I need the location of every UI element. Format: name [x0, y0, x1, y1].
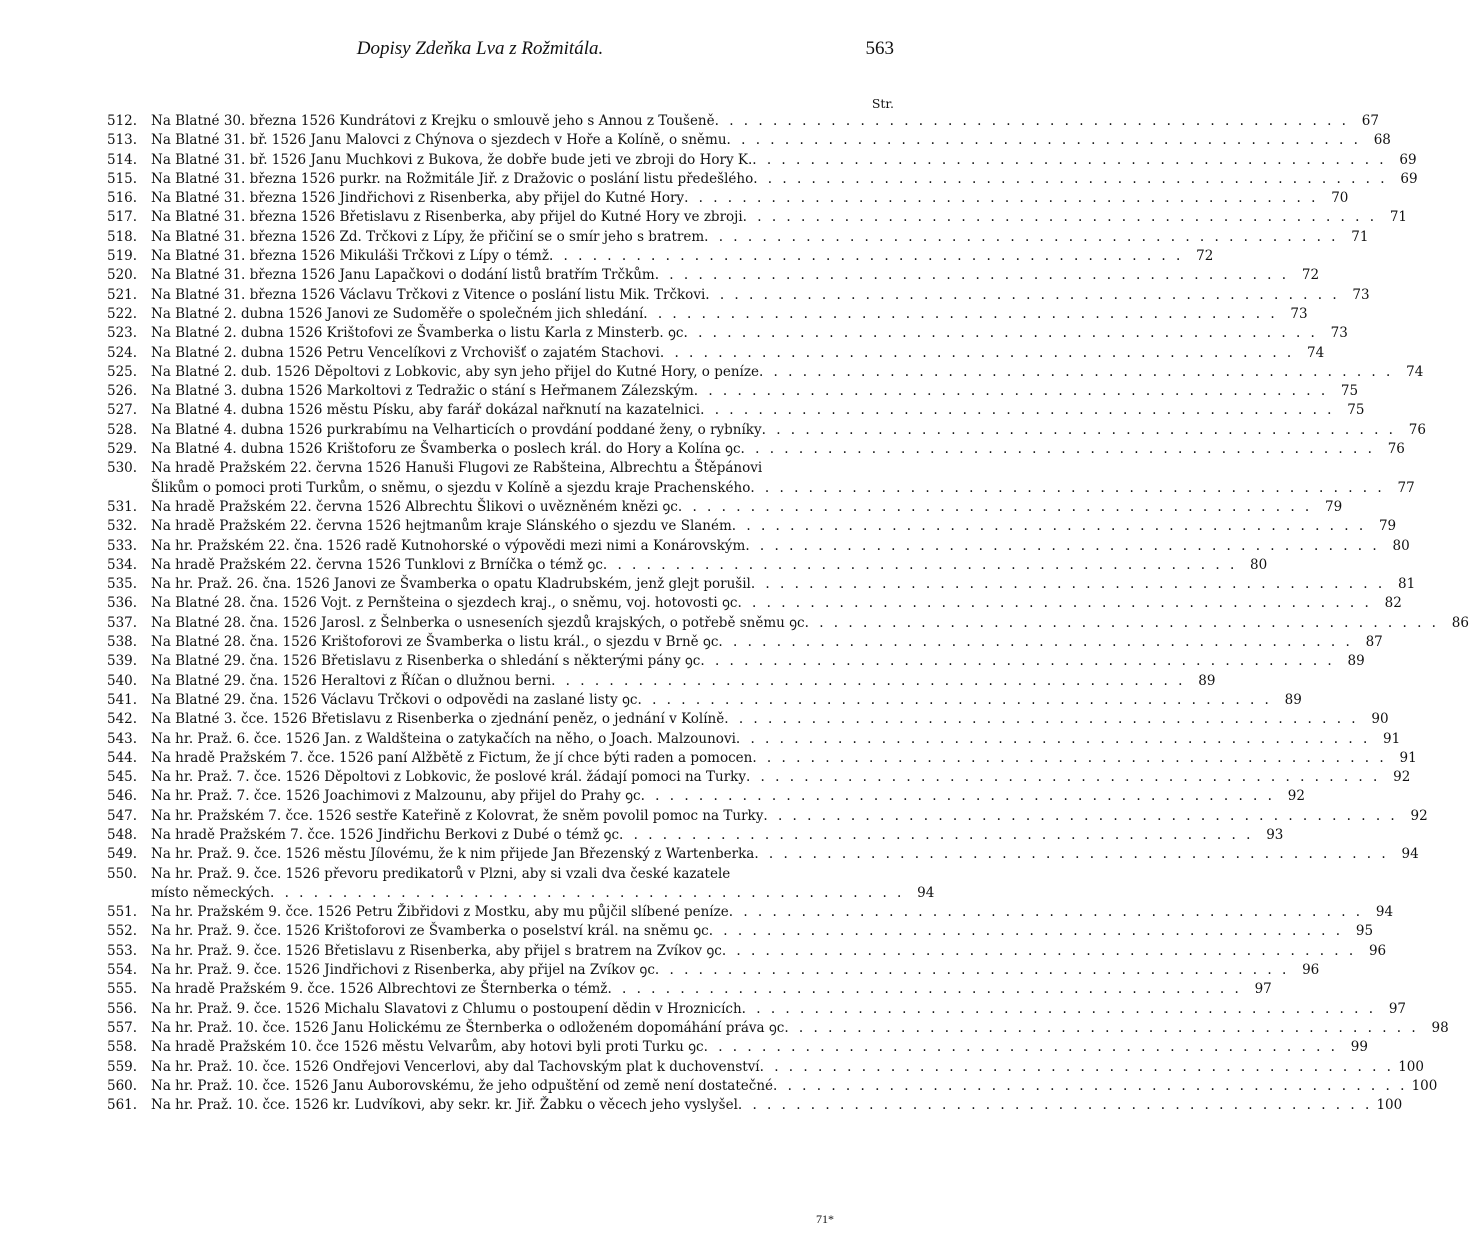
entry-page: 92	[1393, 769, 1411, 786]
list-item	[107, 730, 1401, 749]
entry-text: Na hradě Pražském 9. čce. 1526 Albrechtovi ze Šternberka o témž	[151, 981, 608, 998]
entry-text: Na Blatné 4. dubna 1526 Krištoforu ze Švamberka o poslech král. do Hory a Kolína ꝯc	[151, 441, 741, 458]
entry-number: 545.	[107, 769, 138, 786]
dot-leader	[603, 556, 1237, 575]
dot-leader	[655, 266, 1289, 285]
dot-leader	[736, 730, 1370, 749]
entry-text: Na Blatné 3. dubna 1526 Markoltovi z Tedražic o stání s Heřmanem Zálezským	[151, 383, 694, 400]
entry-number: 552.	[107, 923, 138, 940]
entry-number: 558.	[107, 1039, 138, 1056]
list-item	[107, 1077, 1438, 1096]
entry-number: 538.	[107, 634, 138, 651]
entry-number: 527.	[107, 402, 138, 419]
entry-page: 100	[1411, 1077, 1438, 1094]
list-item	[107, 537, 1410, 556]
page-number: 563	[865, 38, 894, 59]
entry-page: 80	[1392, 537, 1410, 554]
list-item	[107, 1038, 1368, 1057]
entry-page: 73	[1290, 305, 1308, 322]
entry-page: 90	[1371, 711, 1389, 728]
dot-leader	[718, 633, 1352, 652]
page-column-header: Str.	[871, 96, 894, 111]
entry-number: 543.	[107, 730, 138, 747]
list-item	[107, 575, 1416, 594]
list-item	[107, 672, 1216, 691]
dot-leader	[619, 826, 1253, 845]
entry-page: 96	[1302, 962, 1320, 979]
entry-text: Na hr. Praž. 9. čce. 1526 převoru predikatorů v Plzni, aby si vzali dva české kazatele	[151, 865, 731, 882]
entry-text: Na Blatné 31. března 1526 Mikuláši Trčkovi z Lípy o témž	[151, 248, 549, 265]
entry-page: 89	[1284, 691, 1302, 708]
entry-page: 92	[1287, 788, 1305, 805]
list-item	[107, 961, 1320, 980]
entry-page: 72	[1196, 248, 1214, 265]
entry-text: Na Blatné 31. března 1526 Václavu Trčkovi z Vitence o poslání listu Mik. Trčkovi	[151, 286, 706, 303]
entry-number: 542.	[107, 711, 138, 728]
entry-text: Na Blatné 29. čna. 1526 Václavu Trčkovi o odpovědi na zaslané listy ꝯc	[151, 691, 638, 708]
dot-leader	[746, 768, 1380, 787]
list-item	[107, 189, 1349, 208]
list-item	[107, 112, 1379, 131]
list-item	[107, 1096, 1403, 1115]
entry-number: 521.	[107, 286, 138, 303]
dot-leader	[752, 151, 1386, 170]
list-item	[107, 980, 1272, 999]
dot-leader	[694, 382, 1328, 401]
entry-number: 560.	[107, 1077, 138, 1094]
entry-text: Na hr. Praž. 10. čce. 1526 Ondřejovi Vencerlovi, aby dal Tachovským plat k duchovenství	[151, 1058, 760, 1075]
dot-leader	[551, 672, 1185, 691]
dot-leader	[742, 1000, 1376, 1019]
dot-leader	[705, 286, 1339, 305]
dot-leader	[637, 691, 1271, 710]
list-item	[107, 768, 1411, 787]
entry-text-continued: místo německých	[151, 884, 270, 901]
entry-text: Na Blatné 28. čna. 1526 Krištoforovi ze Švamberka o listu král., o sjezdu v Brně ꝯc	[151, 634, 719, 651]
entry-page: 89	[1198, 672, 1216, 689]
entry-text: Na hradě Pražském 22. června 1526 Hanuši Flugovi ze Rabšteina, Albrechtu a Štěpánovi	[151, 460, 763, 477]
entry-page: 86	[1451, 614, 1469, 631]
entry-page: 87	[1365, 634, 1383, 651]
entry-number: 549.	[107, 846, 138, 863]
list-item	[107, 305, 1308, 324]
entry-text: Na Blatné 3. čce. 1526 Břetislavu z Risenberka o zjednání peněz, o jednání v Kolíně	[151, 711, 725, 728]
dot-leader	[752, 749, 1386, 768]
entry-number: 547.	[107, 807, 138, 824]
entry-number: 544.	[107, 749, 138, 766]
list-item	[107, 344, 1325, 363]
entry-text: Na Blatné 2. dub. 1526 Děpoltovi z Lobkovic, aby syn jeho přijel do Kutné Hory, o peníze	[151, 363, 759, 380]
dot-leader	[704, 228, 1338, 247]
dot-leader	[751, 575, 1385, 594]
list-item	[107, 807, 1428, 826]
entry-text-continued: Šlikům o pomoci proti Turkům, o sněmu, o sjezdu v Kolíně a sjezdu kraje Prachenského	[151, 479, 751, 496]
entry-number: 546.	[107, 788, 138, 805]
entry-page: 70	[1331, 190, 1349, 207]
list-item	[107, 363, 1424, 382]
entry-page: 97	[1254, 981, 1272, 998]
entry-page: 79	[1325, 498, 1343, 515]
dot-leader	[737, 594, 1371, 613]
entry-text: Na hradě Pražském 22. června 1526 Tunklovi z Brníčka o témž ꝯc	[151, 556, 603, 573]
dot-leader	[270, 884, 904, 903]
entry-text: Na hr. Praž. 6. čce. 1526 Jan. z Waldšteina o zatykačích na něho, o Joach. Malzounovi	[151, 730, 736, 747]
entry-text: Na Blatné 28. čna. 1526 Jarosl. z Šelnberka o usneseních sjezdů krajských, o potřebě sněmu ꝯc	[151, 614, 805, 631]
dot-leader	[704, 1038, 1338, 1057]
entry-number: 516.	[107, 190, 138, 207]
entry-number: 561.	[107, 1097, 138, 1114]
dot-leader	[763, 807, 1397, 826]
page-title: Dopisy Zdeňka Lva z Rožmitála.	[356, 38, 604, 59]
entry-number: 532.	[107, 518, 138, 535]
entry-page: 95	[1355, 923, 1374, 940]
entry-page: 68	[1373, 132, 1391, 149]
entry-page: 99	[1350, 1039, 1368, 1056]
entry-page: 97	[1388, 1000, 1406, 1017]
list-item	[107, 170, 1418, 189]
list-item	[107, 401, 1365, 420]
entry-number: 515.	[107, 170, 138, 187]
dot-leader	[753, 170, 1387, 189]
entry-page: 98	[1431, 1019, 1449, 1036]
entry-page: 72	[1301, 267, 1320, 284]
dot-leader	[741, 440, 1375, 459]
entry-number: 550.	[107, 865, 138, 882]
entry-page: 69	[1400, 170, 1418, 187]
entry-number: 559.	[107, 1058, 138, 1075]
entry-page: 73	[1352, 286, 1370, 303]
entry-page: 75	[1340, 383, 1359, 400]
dot-leader	[683, 324, 1317, 343]
list-item	[107, 517, 1397, 536]
entry-page: 71	[1389, 209, 1407, 226]
entry-page: 81	[1398, 576, 1416, 593]
dot-leader	[722, 942, 1356, 961]
list-item	[107, 1058, 1424, 1077]
list-item	[107, 556, 1268, 575]
entry-text: Na hr. Praž. 9. čce. 1526 Michalu Slavatovi z Chlumu o postoupení dědin v Hroznicích	[151, 1000, 742, 1017]
entry-text: Na hr. Praž. 10. čce. 1526 kr. Ludvíkovi, aby sekr. kr. Jiř. Žabku o věcech jeho vyslyšel	[151, 1097, 738, 1114]
list-item	[107, 498, 1343, 517]
dot-leader	[729, 903, 1363, 922]
entry-text: Na Blatné 2. dubna 1526 Janovi ze Sudoměře o společném jich shledání	[151, 305, 644, 322]
dot-leader	[715, 112, 1349, 131]
list-item	[107, 382, 1359, 401]
list-item	[107, 826, 1284, 845]
entry-text: Na hradě Pražském 7. čce. 1526 paní Alžbětě z Fictum, že jí chce býti raden a pomocen	[151, 749, 753, 766]
entry-number: 513.	[107, 132, 138, 149]
dot-leader	[805, 614, 1439, 633]
list-item	[107, 845, 1419, 864]
entry-number: 518.	[107, 228, 138, 245]
entry-page: 92	[1410, 807, 1428, 824]
entry-text: Na Blatné 31. bř. 1526 Janu Malovci z Chýnova o sjezdech v Hoře a Kolíně, o sněmu	[151, 132, 727, 149]
entry-number: 533.	[107, 537, 138, 554]
entry-page: 91	[1399, 749, 1417, 766]
entry-text: Na Blatné 29. čna. 1526 Heraltovi z Říčan o dlužnou berni	[151, 672, 552, 689]
entry-number: 540.	[107, 672, 138, 689]
list-item	[107, 247, 1214, 266]
entry-number: 520.	[107, 267, 138, 284]
dot-leader	[745, 537, 1379, 556]
dot-leader	[724, 710, 1358, 729]
entry-number: 528.	[107, 421, 138, 438]
entry-text: Na Blatné 28. čna. 1526 Vojt. z Pernšteina o sjezdech kraj., o sněmu, voj. hotovosti ꝯc	[151, 595, 738, 612]
list-item	[107, 710, 1389, 729]
entry-page: 71	[1351, 228, 1369, 245]
entry-text: Na hr. Praž. 7. čce. 1526 Joachimovi z Malzounu, aby přijel do Prahy ꝯc	[151, 788, 641, 805]
entry-number: 537.	[107, 614, 138, 631]
list-item	[107, 266, 1320, 285]
entry-text: Na hradě Pražském 10. čce 1526 městu Velvarům, aby hotovi byli proti Turku ꝯc	[151, 1039, 704, 1056]
entry-number: 554.	[107, 962, 138, 979]
entry-number: 541.	[107, 691, 138, 708]
list-item	[107, 614, 1469, 633]
entry-page: 74	[1406, 363, 1424, 380]
entry-text: Na hr. Praž. 10. čce. 1526 Janu Holickému ze Šternberka o odloženém dopomáhání práva ꝯc	[151, 1019, 785, 1036]
entry-page: 73	[1330, 325, 1348, 342]
entry-number: 534.	[107, 556, 138, 573]
entry-text: Na hr. Praž. 10. čce. 1526 Janu Auborovskému, že jeho odpuštění od země není dostatečné	[151, 1077, 774, 1094]
dot-leader	[732, 517, 1366, 536]
list-item	[107, 922, 1374, 941]
list-item	[107, 286, 1370, 305]
entry-text: Na hr. Praž. 9. čce. 1526 městu Jílovému, že k nim přijede Jan Březenský z Wartenberka	[151, 846, 755, 863]
list-item	[107, 633, 1383, 652]
entry-text: Na hr. Praž. 7. čce. 1526 Děpoltovi z Lobkovic, že poslové král. žádají pomoci na Turky	[151, 769, 746, 786]
entry-number: 531.	[107, 498, 138, 515]
entry-text: Na hradě Pražském 7. čce. 1526 Jindřichu Berkovi z Dubé o témž ꝯc	[151, 826, 620, 843]
entry-text: Na hr. Pražském 9. čce. 1526 Petru Žibřidovi z Mostku, aby mu půjčil slíbené peníze	[151, 904, 729, 921]
list-item	[107, 942, 1387, 961]
entry-page: 94	[1375, 904, 1394, 921]
entry-text: Na Blatné 4. dubna 1526 purkrabímu na Velharticích o provdání poddané ženy, o rybníky	[151, 421, 762, 438]
dot-leader	[738, 1096, 1372, 1115]
entry-page: 80	[1250, 556, 1268, 573]
list-item	[107, 459, 1415, 498]
entry-page: 94	[1401, 846, 1419, 863]
dot-leader	[727, 131, 1361, 150]
entry-number: 530.	[107, 460, 138, 477]
dot-leader	[784, 1019, 1418, 1038]
entry-page: 67	[1361, 113, 1379, 129]
entry-text: Na hr. Pražském 22. čna. 1526 radě Kutnohorské o výpovědi mezi nimi a Konárovským	[151, 537, 746, 554]
entry-page: 75	[1347, 402, 1365, 419]
entry-number: 557.	[107, 1019, 138, 1036]
dot-leader	[762, 421, 1396, 440]
list-item	[107, 594, 1402, 613]
dot-leader	[607, 980, 1241, 999]
entry-number: 526.	[107, 383, 138, 400]
entry-number: 514.	[107, 151, 138, 168]
entry-number: 525.	[107, 363, 138, 380]
list-item	[107, 865, 935, 904]
entry-text: Na hr. Praž. 26. čna. 1526 Janovi ze Švamberka o opatu Kladrubském, jenž glejt porušil	[151, 576, 751, 593]
dot-leader	[754, 845, 1388, 864]
dot-leader	[700, 401, 1334, 420]
entry-number: 555.	[107, 981, 138, 998]
entry-text: Na hradě Pražském 22. června 1526 hejtmanům kraje Slánského o sjezdu ve Slaném	[151, 518, 732, 535]
entry-number: 551.	[107, 904, 138, 921]
list-item	[107, 1000, 1406, 1019]
entry-number: 553.	[107, 942, 138, 959]
list-item	[107, 324, 1348, 343]
entry-page: 94	[917, 884, 935, 901]
contents-list	[107, 112, 1469, 1115]
entry-text: Na Blatné 4. dubna 1526 městu Písku, aby farář dokázal nařknutí na kazatelnici	[151, 402, 701, 419]
list-item	[107, 1019, 1449, 1038]
entry-text: Na Blatné 2. dubna 1526 Petru Vencelíkovi z Vrchovišť o zajatém Stachovi	[151, 344, 660, 361]
dot-leader	[700, 652, 1334, 671]
entry-text: Na hr. Praž. 9. čce. 1526 Jindřichovi z Risenberka, aby přijel na Zvíkov ꝯc	[151, 962, 655, 979]
entry-number: 529.	[107, 441, 138, 458]
entry-page: 79	[1378, 518, 1397, 535]
entry-page: 89	[1347, 653, 1365, 670]
list-item	[107, 691, 1302, 710]
dot-leader	[684, 189, 1318, 208]
dot-leader	[641, 787, 1275, 806]
list-item	[107, 440, 1405, 459]
dot-leader	[760, 1058, 1394, 1077]
entry-number: 523.	[107, 325, 138, 342]
entry-number: 535.	[107, 576, 138, 593]
entry-text: Na hradě Pražském 22. června 1526 Albrechtu Šlikovi o uvězněném knězi ꝯc	[151, 498, 678, 515]
dot-leader	[759, 363, 1393, 382]
dot-leader	[549, 247, 1183, 266]
entry-text: Na Blatné 31. března 1526 purkr. na Rožmitále Jiř. z Dražovic o poslání listu předešlého	[151, 170, 754, 187]
entry-page: 96	[1368, 942, 1387, 959]
entry-number: 517.	[107, 209, 138, 226]
entry-page: 100	[1398, 1058, 1424, 1075]
entry-text: Na Blatné 29. čna. 1526 Břetislavu z Risenberka o shledání s některými pány ꝯc	[151, 653, 701, 670]
entry-number: 548.	[107, 826, 138, 843]
list-item	[107, 421, 1426, 440]
entry-page: 76	[1387, 441, 1405, 458]
entry-page: 77	[1397, 479, 1415, 496]
entry-text: Na hr. Pražském 7. čce. 1526 sestře Kateřině z Kolovrat, že sněm povolil pomoc na Turky	[151, 807, 764, 824]
dot-leader	[773, 1077, 1407, 1096]
list-item	[107, 787, 1305, 806]
entry-text: Na Blatné 31. března 1526 Jindřichovi z Risenberka, aby přijel do Kutné Hory	[151, 190, 685, 207]
entry-number: 556.	[107, 1000, 138, 1017]
entry-number: 539.	[107, 653, 138, 670]
entry-text: Na Blatné 2. dubna 1526 Krištofovi ze Švamberka o listu Karla z Minsterb. ꝯc	[151, 325, 684, 342]
list-item	[107, 652, 1365, 671]
entry-page: 91	[1383, 730, 1401, 747]
entry-page: 69	[1399, 151, 1417, 168]
entry-page: 82	[1384, 595, 1402, 612]
list-item	[107, 208, 1407, 227]
entry-number: 519.	[107, 248, 138, 265]
entry-text: Na Blatné 31. bř. 1526 Janu Muchkovi z Bukova, že dobře bude jeti ve zbroji do Hory K.	[151, 151, 753, 168]
entry-number: 512.	[107, 113, 138, 129]
list-item	[107, 228, 1369, 247]
entry-page: 93	[1266, 826, 1284, 843]
dot-leader	[678, 498, 1312, 517]
entry-text: Na Blatné 31. března 1526 Zd. Trčkovi z Lípy, že přičiní se o smír jeho s bratrem	[151, 228, 705, 245]
entry-page: 74	[1307, 344, 1325, 361]
dot-leader	[655, 961, 1289, 980]
entry-page: 76	[1408, 421, 1426, 438]
entry-text: Na hr. Praž. 9. čce. 1526 Krištoforovi ze Švamberka o poselství král. na sněmu ꝯc	[151, 923, 709, 940]
printer-signature: 71*	[816, 1212, 834, 1226]
entry-number: 524.	[107, 344, 138, 361]
entry-number: 536.	[107, 595, 138, 612]
dot-leader	[660, 344, 1294, 363]
list-item	[107, 903, 1394, 922]
list-item	[107, 749, 1417, 768]
entry-text: Na Blatné 30. března 1526 Kundrátovi z Krejku o smlouvě jeho s Annou z Toušeně	[151, 113, 715, 129]
entry-number: 522.	[107, 305, 138, 322]
entry-text: Na Blatné 31. března 1526 Janu Lapačkovi o dodání listů bratřím Trčkům	[151, 267, 655, 284]
list-item	[107, 151, 1417, 170]
entry-text: Na Blatné 31. března 1526 Břetislavu z Risenberka, aby přijel do Kutné Hory ve zbroji	[151, 209, 743, 226]
dot-leader	[750, 479, 1384, 498]
entry-page: 100	[1376, 1097, 1403, 1114]
entry-text: Na hr. Praž. 9. čce. 1526 Břetislavu z Risenberka, aby přijel s bratrem na Zvíkov ꝯc	[151, 942, 722, 959]
dot-leader	[709, 922, 1343, 941]
list-item	[107, 131, 1391, 150]
dot-leader	[743, 208, 1377, 227]
dot-leader	[643, 305, 1277, 324]
